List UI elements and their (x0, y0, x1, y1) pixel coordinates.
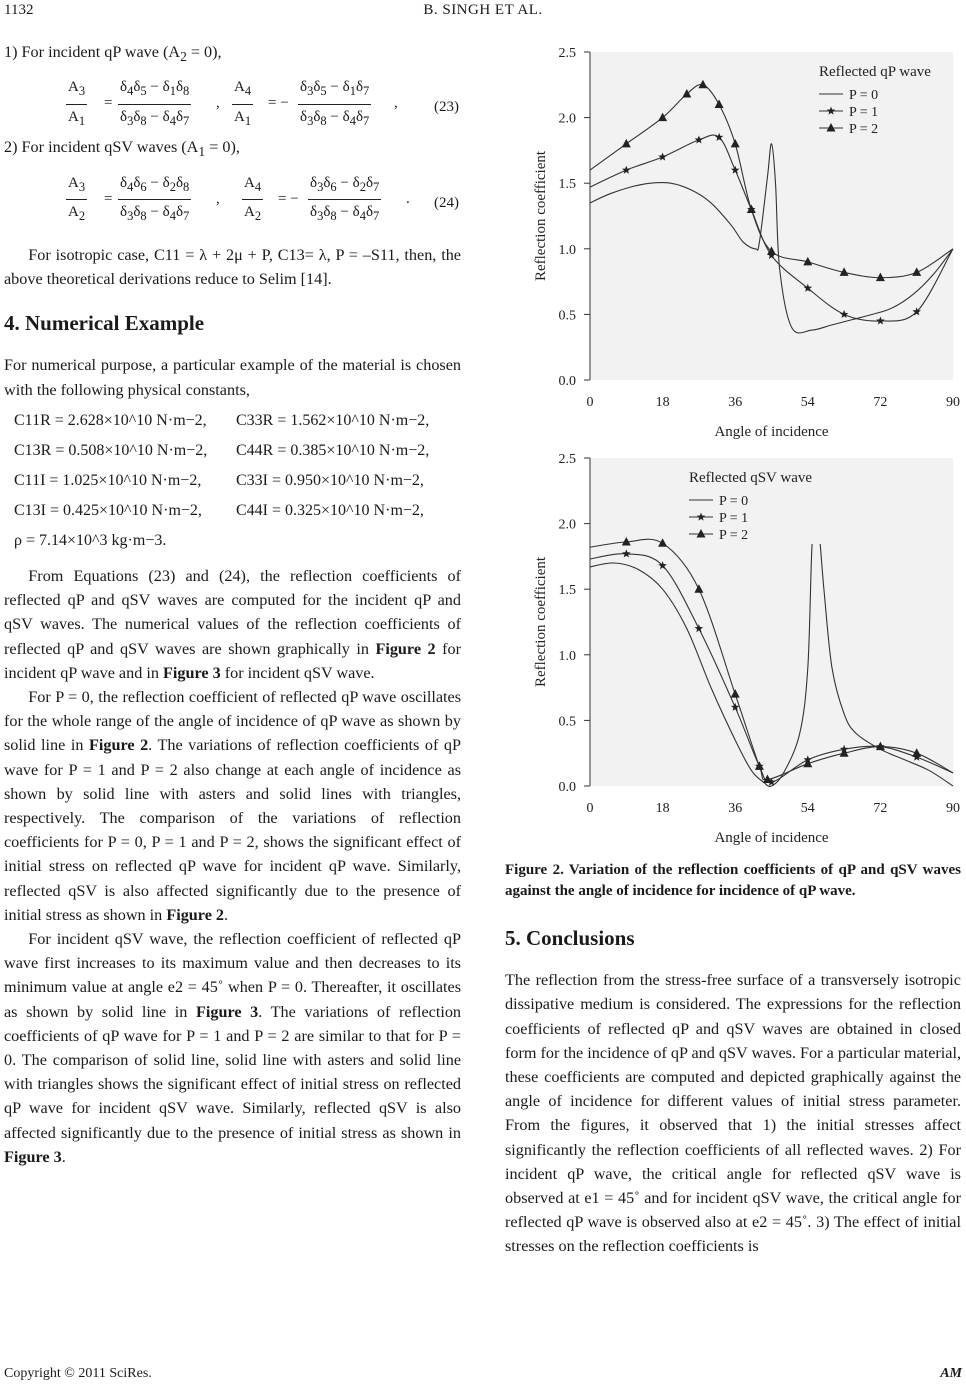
constant-c44i: C44I = 0.325×10^10 N·m−2, (236, 501, 424, 519)
section-title-conclusions: 5. Conclusions (505, 926, 635, 950)
x-tick-label: 72 (873, 395, 888, 410)
paragraph-qsv: For incident qSV wave, the reflection coefficient of reflected qP wave first increases to its maximum value and then decreases to its minimum value at angle e2 = 45˚ when P = 0. Thereafter, it oscillates as shown by solid line in Figure 3. The variations of reflection coefficients of qP wave for P = 1 and P = 2 are similar to that for P = 0. The comparison of solid line, solid line with asters and solid line with triangles shows the significant effect of initial stress on reflected qP wave for incident qSV wave. Similarly, reflected qSV is also affected significantly due to the presence of initial stress as shown in Figure 3. (4, 929, 462, 1166)
y-tick-label: 2.0 (558, 111, 576, 127)
running-header-authors: B. SINGH ET AL. (423, 2, 543, 18)
legend-title: Reflected qP wave (819, 64, 931, 80)
legend (683, 464, 823, 544)
x-tick-label: 36 (728, 801, 743, 816)
y-tick-label: 2.5 (558, 46, 576, 61)
legend-entry: P = 1 (849, 105, 879, 120)
constant-c33r: C33R = 1.562×10^10 N·m−2, (236, 411, 430, 429)
legend-entry: P = 2 (849, 122, 879, 137)
x-tick-label: 18 (655, 395, 670, 410)
y-tick-label: 0.0 (558, 374, 576, 389)
footer-journal: AM (940, 1366, 962, 1381)
legend (813, 58, 953, 138)
y-tick-label: 0.0 (558, 780, 576, 795)
x-axis-label: Angle of incidence (714, 424, 829, 440)
x-tick-label: 0 (586, 395, 594, 410)
equation-number: (24) (434, 194, 459, 211)
y-axis-label: Reflection coefficient (533, 150, 549, 282)
legend-title: Reflected qSV wave (689, 470, 813, 486)
constant-c13r: C13R = 0.508×10^10 N·m−2, (14, 441, 208, 459)
paragraph-p0: For P = 0, the reflection coefficient of reflected qP wave oscillates for the whole range of the angle of incidence of qP wave as shown by solid line in Figure 2. The variations of reflection coefficients of qP wave for P = 1 and P = 2 also change at each angle of incidence as shown by solid line with asters and solid lines with triangles, respectively. The comparison of the variations of reflection coefficients for P = 0, P = 1 and P = 2, shows the significant effect of initial stress on reflected qP wave for incident qP wave. Similarly, reflected qSV is also affected significantly due to the presence of initial stress as shown in Figure 2. (4, 687, 461, 924)
section-title-numerical-example: 4. Numerical Example (4, 311, 205, 336)
item-incident-qp: 1) For incident qP wave $(A_2 = 0)$, (4, 43, 222, 65)
x-tick-label: 36 (728, 395, 743, 410)
constant-c13i: C13I = 0.425×10^10 N·m−2, (14, 501, 202, 519)
paragraph-equations: From Equations (23) and (24), the reflection coefficients of reflected qP and qSV waves are computed for the incident qP and qSV waves. The numerical values of the reflection coefficients of reflected qP and qSV waves are shown graphically in Figure 2 for incident qP wave and in Figure 3 for incident qSV wave. (4, 566, 462, 682)
conclusions-paragraph: The reflection from the stress-free surface of a transversely isotropic dissipative medium is considered. The expressions for the reflection coefficients of reflected qP and qSV waves are obtained in closed form for the incidence of qP and qSV waves. For a particular material, these coefficients are computed and depicted graphically against the angle of incidence for different values of initial stress parameter. From the figures, it observed that 1) the initial stresses affect significantly the reflection coefficients of all reflected waves. 2) For incident qP wave, the critical angle for reflected qSV wave is observed at e1 = 45˚ and for incident qSV wave, the critical angle for reflected qP wave is observed also at e2 = 45˚. 3) The effect of initial stresses on the reflection coefficients is (505, 971, 961, 1256)
equation-24: $\frac{A_3}{A_2}$ = $\frac{\delta_4\delta_6 - \delta_2\delta_8}{\delta_3\delta_8 - \delta_4\delta_7}$ , $\frac{A_4}{A_2}$ = − $\frac{\delta_3\delta_6 - \delta_2\delta_7}{\delta_3\delta_8 - \delta_4\delta_7}$ . (24) (4, 171, 461, 231)
left-column (4, 40, 461, 1169)
legend-entry: P = 0 (849, 88, 879, 103)
y-tick-label: 2.5 (558, 452, 576, 467)
constant-density: ρ = 7.14×10^3 kg·m−3. (14, 531, 167, 549)
equation-23: $\frac{A_3}{A_1}$ = $\frac{\delta_4\delta_5 - \delta_1\delta_8}{\delta_3\delta_8 - \delta_4\delta_7}$ , $\frac{A_4}{A_1}$ = − $\frac{\delta_3\delta_5 - \delta_1\delta_7}{\delta_3\delta_8 - \delta_4\delta_7}$ , (23) (4, 75, 461, 135)
x-tick-label: 18 (655, 801, 670, 816)
legend-entry: P = 1 (719, 511, 749, 526)
y-tick-label: 1.0 (558, 242, 576, 258)
x-tick-label: 54 (800, 395, 815, 410)
constant-c11i: C11I = 1.025×10^10 N·m−2, (14, 471, 202, 489)
figure-caption: Figure 2. Variation of the reflection coefficients of qP and qSV waves against the angle of incidence for incidence of qP wave. (505, 862, 961, 899)
x-tick-label: 90 (946, 395, 960, 410)
material-constants (14, 406, 461, 556)
equation-number: (23) (434, 99, 459, 116)
y-tick-label: 0.5 (558, 308, 576, 324)
figure-2 (505, 40, 961, 846)
x-axis-label: Angle of incidence (714, 830, 829, 846)
constant-c11r: C11R = 2.628×10^10 N·m−2, (14, 411, 207, 429)
isotropic-paragraph: For isotropic case, C11 = λ + 2μ + P, C13= λ, P = –S11, then, the above theoretical derivations reduce to Selim [14]. (4, 245, 461, 289)
y-axis-label: Reflection coefficient (533, 556, 549, 688)
y-tick-label: 1.5 (558, 177, 576, 193)
x-tick-label: 90 (946, 801, 960, 816)
x-tick-label: 0 (586, 801, 594, 816)
y-tick-label: 2.0 (558, 517, 576, 533)
y-tick-label: 0.5 (558, 714, 576, 730)
legend-entry: P = 0 (719, 494, 749, 509)
legend-entry: P = 2 (719, 528, 749, 543)
constant-c33i: C33I = 0.950×10^10 N·m−2, (236, 471, 424, 489)
page-number: 1132 (4, 2, 34, 18)
constant-c44r: C44R = 0.385×10^10 N·m−2, (236, 441, 430, 459)
x-tick-label: 54 (800, 801, 815, 816)
chart-reflected-qsv (505, 446, 961, 846)
x-tick-label: 72 (873, 801, 888, 816)
chart-reflected-qp (505, 40, 961, 440)
right-column (505, 40, 961, 1259)
y-tick-label: 1.0 (558, 648, 576, 664)
item-incident-qsv: 2) For incident qSV waves $(A_1 = 0)$, (4, 138, 240, 160)
y-tick-label: 1.5 (558, 583, 576, 599)
numerical-paragraph: For numerical purpose, a particular example of the material is chosen with the following physical constants, (4, 356, 461, 399)
footer-copyright: Copyright © 2011 SciRes. (4, 1366, 152, 1381)
